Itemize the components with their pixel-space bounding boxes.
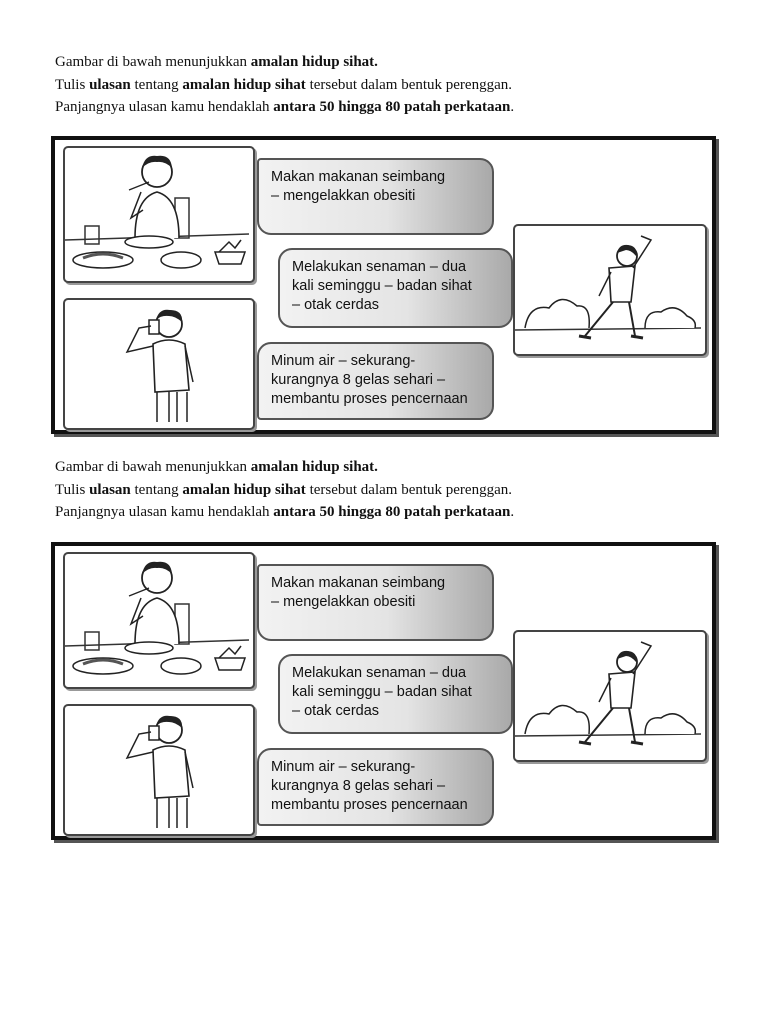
bubble-line: Makan makanan seimbang <box>271 575 446 591</box>
bubble-line: Melakukan senaman – dua <box>292 665 467 681</box>
eating-illustration <box>63 146 255 283</box>
eating-illustration <box>63 552 255 689</box>
bubble-line: Minum air – sekurang- <box>271 759 416 775</box>
bubble-line: – mengelakkan obesiti <box>271 188 416 204</box>
instruction-line-3: Panjangnya ulasan kamu hendaklah antara 50 hingga 80 patah perkataan. <box>55 99 515 115</box>
exercise-illustration <box>513 630 707 762</box>
bubble-line: – mengelakkan obesiti <box>271 594 416 610</box>
bubble-line: – otak cerdas <box>292 297 380 313</box>
bubble-line: membantu proses pencernaan <box>271 797 468 813</box>
speech-bubble-exercise <box>278 248 513 328</box>
drinking-water-illustration <box>63 298 255 430</box>
speech-bubble-drink-water <box>257 342 494 420</box>
bubble-line: Melakukan senaman – dua <box>292 259 467 275</box>
bubble-line: membantu proses pencernaan <box>271 391 468 407</box>
instruction-line-2: Tulis ulasan tentang amalan hidup sihat tersebut dalam bentuk perenggan. <box>55 76 512 93</box>
exercise-illustration <box>513 224 707 356</box>
healthy-practices-panel <box>51 542 716 840</box>
drinking-water-illustration <box>63 704 255 836</box>
instruction-line-3: Panjangnya ulasan kamu hendaklah antara 50 hingga 80 patah perkataan. <box>55 504 515 520</box>
instruction-line-1: Gambar di bawah menunjukkan amalan hidup sihat. <box>55 459 378 475</box>
speech-bubble-exercise <box>278 654 513 734</box>
bubble-line: kurangnya 8 gelas sehari – <box>271 778 446 794</box>
bubble-line: Minum air – sekurang- <box>271 353 416 369</box>
bubble-line: – otak cerdas <box>292 703 380 719</box>
speech-bubble-drink-water <box>257 748 494 826</box>
speech-bubble-balanced-diet <box>257 158 494 235</box>
bubble-line: Makan makanan seimbang <box>271 169 446 185</box>
healthy-practices-panel <box>51 136 716 434</box>
bubble-line: kurangnya 8 gelas sehari – <box>271 372 446 388</box>
speech-bubble-balanced-diet <box>257 564 494 641</box>
instruction-line-1: Gambar di bawah menunjukkan amalan hidup sihat. <box>55 54 378 70</box>
bubble-line: kali seminggu – badan sihat <box>292 684 472 700</box>
bubble-line: kali seminggu – badan sihat <box>292 278 472 294</box>
instructions <box>55 51 735 119</box>
instructions <box>55 456 735 524</box>
instruction-line-2: Tulis ulasan tentang amalan hidup sihat tersebut dalam bentuk perenggan. <box>55 481 512 498</box>
